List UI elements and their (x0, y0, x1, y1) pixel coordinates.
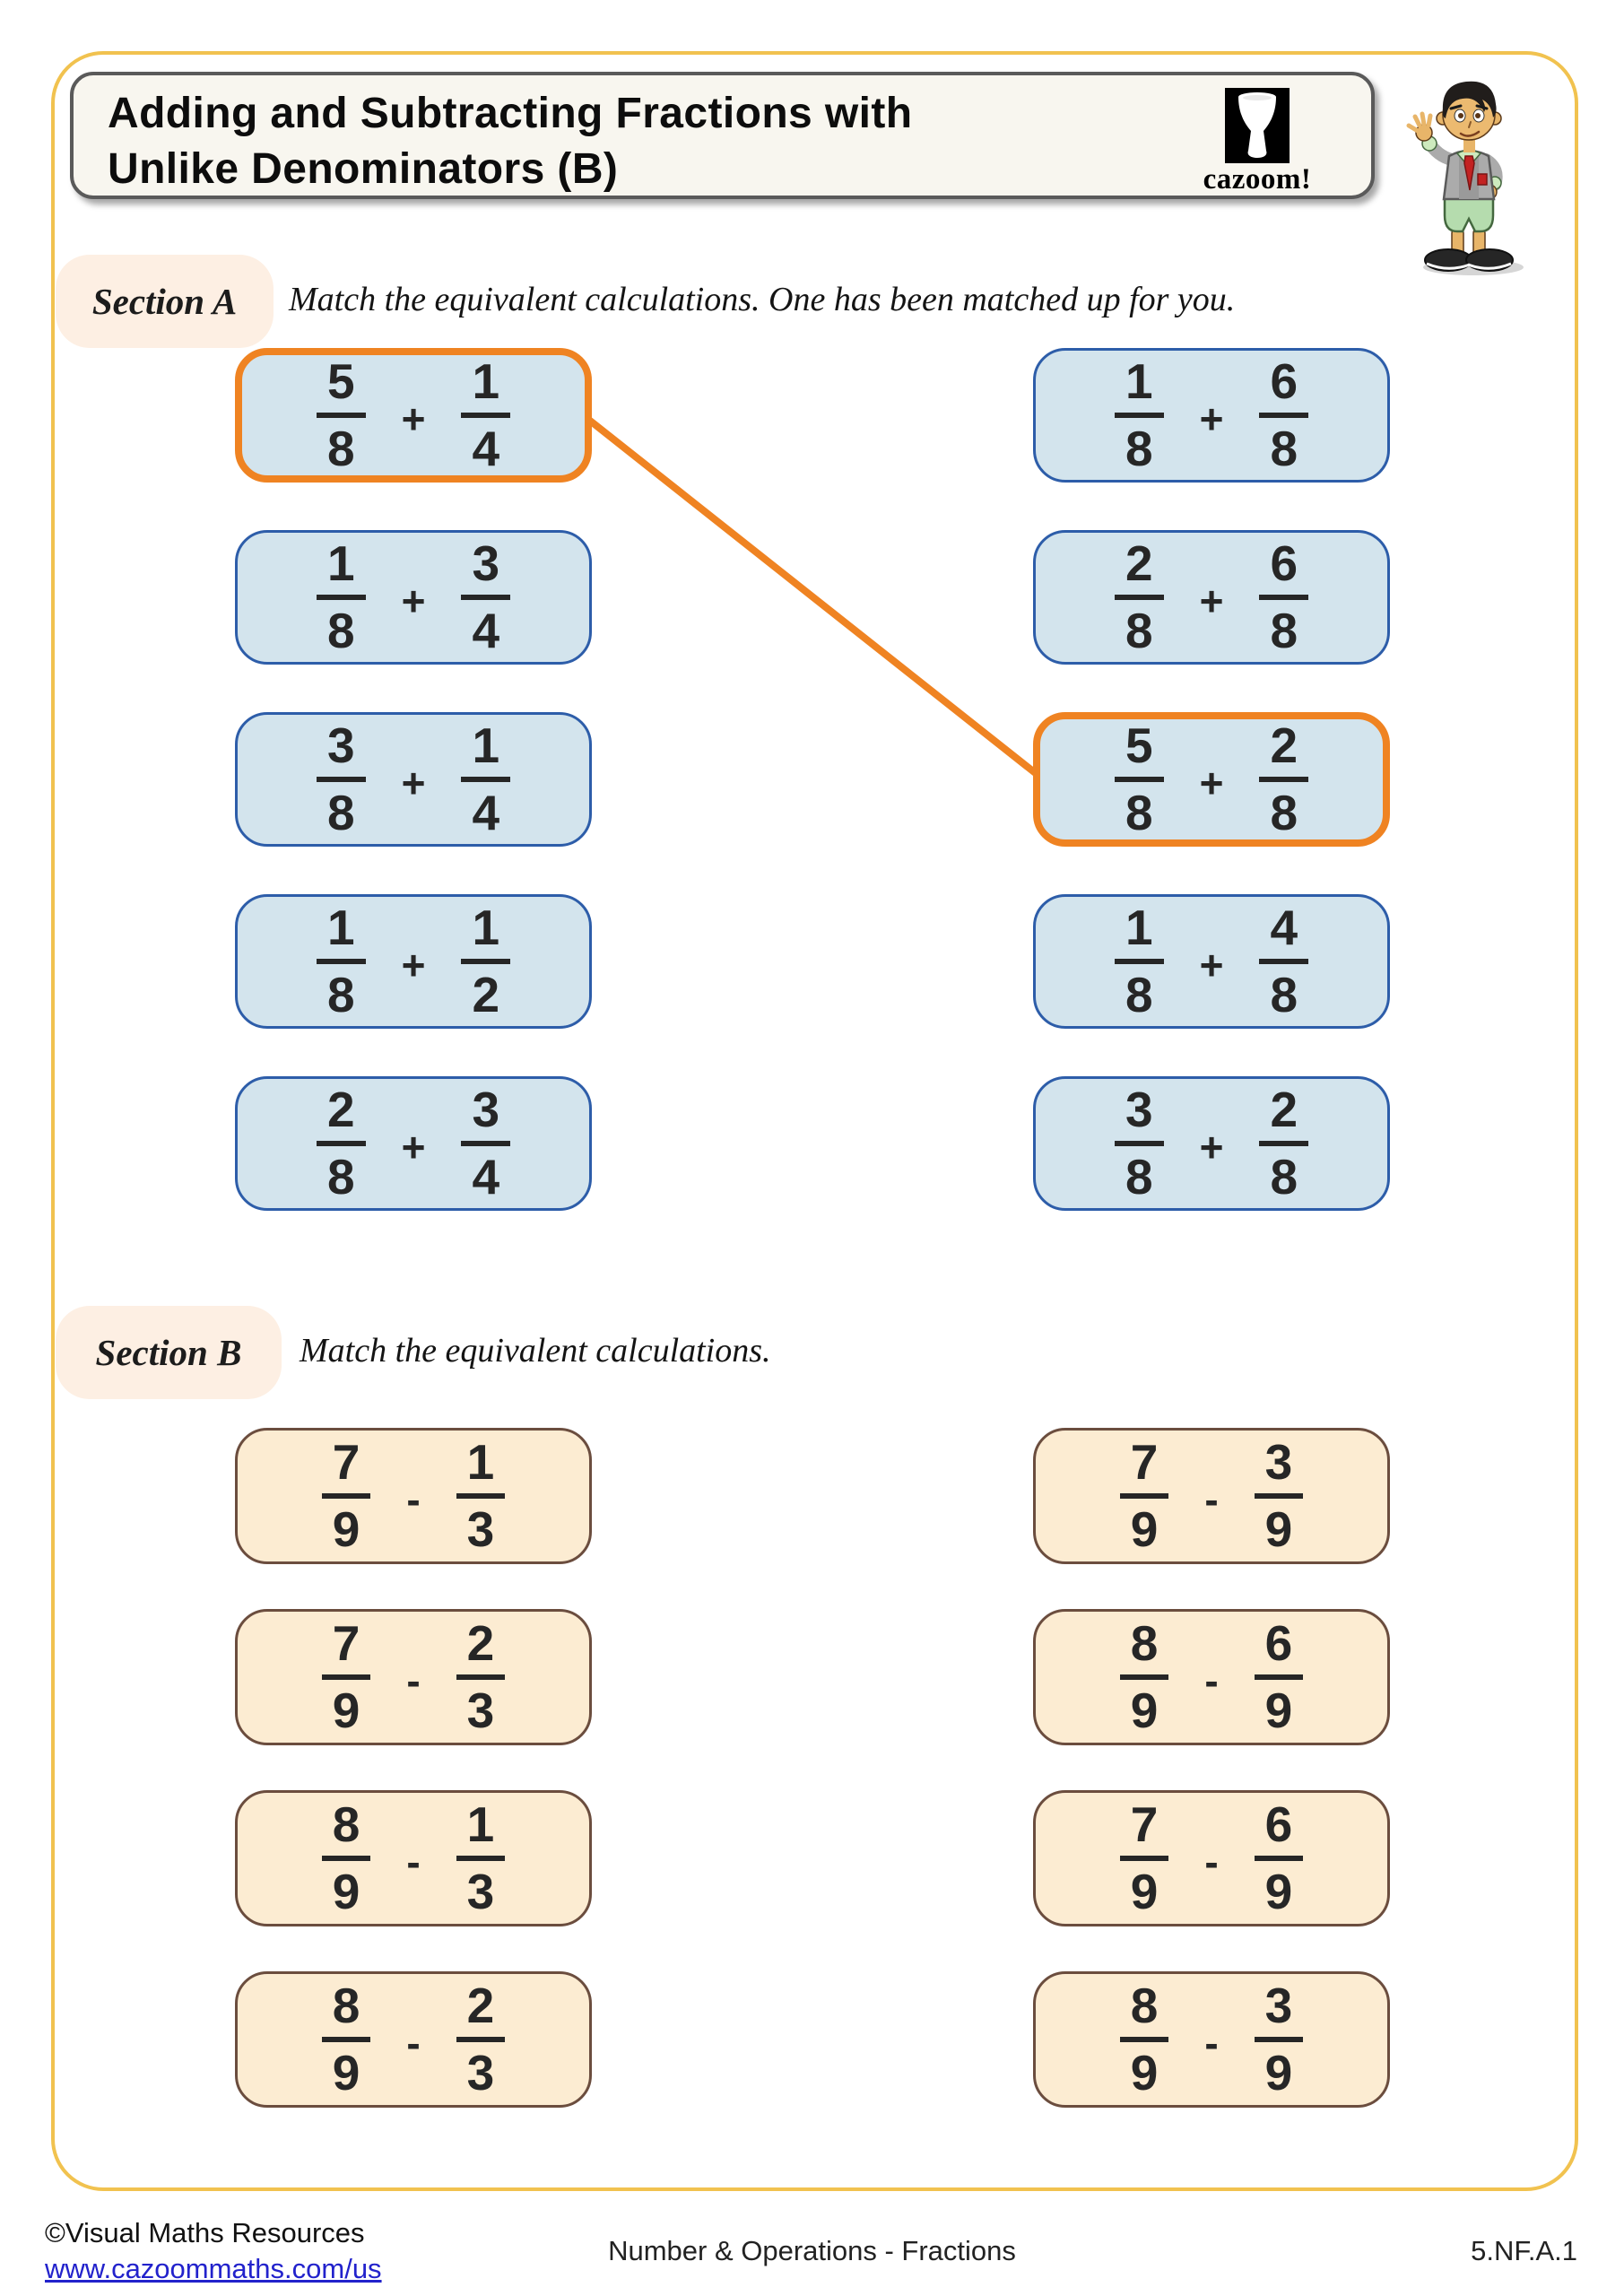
operator: - (406, 1657, 421, 1704)
fraction-card-a-right-1[interactable] (1033, 348, 1390, 483)
denominator: 4 (461, 413, 510, 474)
numerator: 2 (466, 1978, 495, 2033)
denominator: 9 (322, 1674, 371, 1735)
fraction-second (1259, 353, 1308, 476)
section-b-instruction: Match the equivalent calculations. (300, 1332, 771, 1370)
fraction-first (1120, 1978, 1169, 2100)
section-a-label (56, 255, 274, 348)
numerator: 3 (472, 1082, 500, 1137)
fraction-first (322, 1796, 371, 1919)
fraction-first (1115, 718, 1164, 840)
footer-standard-code: 5.NF.A.1 (1471, 2235, 1577, 2266)
operator: - (406, 2020, 421, 2066)
fraction-second (461, 1082, 510, 1205)
numerator: 7 (1130, 1434, 1159, 1490)
denominator: 8 (1259, 777, 1308, 838)
fraction-first (317, 535, 366, 658)
fraction-second (456, 1796, 506, 1919)
numerator: 1 (472, 353, 500, 409)
denominator: 9 (322, 2037, 371, 2098)
operator: - (406, 1839, 421, 1885)
section-b-right-column (1033, 1428, 1390, 2108)
page-title-line2: Unlike Denominators (B) (108, 145, 619, 194)
operator: + (401, 1124, 426, 1170)
footer-topic: Number & Operations - Fractions (608, 2235, 1016, 2266)
numerator: 1 (1125, 900, 1153, 955)
denominator: 8 (317, 1141, 366, 1202)
numerator: 7 (332, 1615, 360, 1671)
numerator: 1 (466, 1796, 495, 1852)
fraction-first (317, 718, 366, 840)
fraction-first (317, 353, 366, 476)
operator: - (1204, 1657, 1219, 1704)
numerator: 3 (326, 718, 355, 773)
fraction-card-a-left-2[interactable] (235, 530, 592, 665)
operator: + (1199, 578, 1224, 624)
fraction-first (317, 1082, 366, 1205)
numerator: 3 (1264, 1978, 1293, 2033)
denominator: 8 (1259, 959, 1308, 1020)
fraction-card-a-left-5[interactable] (235, 1076, 592, 1211)
denominator: 3 (456, 1493, 506, 1554)
numerator: 6 (1270, 353, 1298, 409)
fraction-second (1255, 1796, 1304, 1919)
fraction-second (456, 1978, 506, 2100)
cazoom-logo (1181, 88, 1333, 196)
fraction-first (322, 1434, 371, 1557)
numerator: 2 (326, 1082, 355, 1137)
page-title (74, 75, 1371, 198)
numerator: 2 (1125, 535, 1153, 591)
section-a-label-text: Section A (91, 281, 238, 322)
fraction-second (1255, 1615, 1304, 1738)
numerator: 3 (472, 535, 500, 591)
denominator: 9 (1255, 1856, 1304, 1917)
operator: - (1204, 1476, 1219, 1523)
denominator: 9 (1255, 2037, 1304, 2098)
fraction-first (1115, 900, 1164, 1022)
numerator: 6 (1264, 1615, 1293, 1671)
fraction-card-b-right-3[interactable] (1033, 1790, 1390, 1926)
numerator: 6 (1264, 1796, 1293, 1852)
fraction-first (322, 1615, 371, 1738)
numerator: 1 (326, 900, 355, 955)
denominator: 8 (1259, 595, 1308, 656)
denominator: 8 (1115, 1141, 1164, 1202)
numerator: 3 (1264, 1434, 1293, 1490)
fraction-second (456, 1434, 506, 1557)
fraction-first (1115, 535, 1164, 658)
operator: + (1199, 396, 1224, 442)
fraction-second (1255, 1978, 1304, 2100)
fraction-card-a-right-5[interactable] (1033, 1076, 1390, 1211)
operator: - (1204, 1839, 1219, 1885)
operator: + (401, 942, 426, 988)
fraction-card-a-left-1-matched[interactable] (235, 348, 592, 483)
denominator: 8 (317, 595, 366, 656)
fraction-second (1255, 1434, 1304, 1557)
denominator: 8 (317, 413, 366, 474)
numerator: 1 (326, 535, 355, 591)
fraction-first (1115, 1082, 1164, 1205)
numerator: 1 (1125, 353, 1153, 409)
section-a-left-column (235, 348, 592, 1211)
denominator: 8 (1115, 413, 1164, 474)
fraction-second (1259, 900, 1308, 1022)
fraction-second (461, 900, 510, 1022)
fraction-card-a-left-4[interactable] (235, 894, 592, 1029)
fraction-first (317, 900, 366, 1022)
fraction-card-b-left-2[interactable] (235, 1609, 592, 1745)
denominator: 4 (461, 1141, 510, 1202)
fraction-card-b-left-1[interactable] (235, 1428, 592, 1564)
denominator: 8 (1115, 959, 1164, 1020)
section-b-label (56, 1306, 282, 1399)
operator: + (1199, 942, 1224, 988)
numerator: 1 (466, 1434, 495, 1490)
footer-copyright: ©Visual Maths Resources (45, 2217, 365, 2248)
fraction-second (1259, 1082, 1308, 1205)
denominator: 3 (456, 1856, 506, 1917)
footer-link[interactable]: www.cazoommaths.com/us (45, 2252, 382, 2284)
fraction-second (1259, 718, 1308, 840)
fraction-first (322, 1978, 371, 2100)
operator: + (1199, 760, 1224, 806)
page-title-line1: Adding and Subtracting Fractions with (108, 90, 913, 137)
denominator: 4 (461, 595, 510, 656)
denominator: 8 (1259, 413, 1308, 474)
section-b-left-column (235, 1428, 592, 2108)
numerator: 5 (326, 353, 355, 409)
section-a-right-column (1033, 348, 1390, 1211)
operator: - (406, 1476, 421, 1523)
fraction-first (1115, 353, 1164, 476)
denominator: 9 (1120, 2037, 1169, 2098)
operator: + (1199, 1124, 1224, 1170)
numerator: 6 (1270, 535, 1298, 591)
fraction-first (1120, 1434, 1169, 1557)
mascot-boy-illustration (1402, 66, 1536, 282)
denominator: 8 (317, 777, 366, 838)
numerator: 2 (466, 1615, 495, 1671)
denominator: 9 (1255, 1674, 1304, 1735)
denominator: 8 (317, 959, 366, 1020)
numerator: 2 (1270, 1082, 1298, 1137)
fraction-card-b-left-3[interactable] (235, 1790, 592, 1926)
numerator: 3 (1125, 1082, 1153, 1137)
fraction-second (1259, 535, 1308, 658)
numerator: 7 (332, 1434, 360, 1490)
operator: + (401, 760, 426, 806)
fraction-card-b-right-1[interactable] (1033, 1428, 1390, 1564)
denominator: 2 (461, 959, 510, 1020)
operator: + (401, 578, 426, 624)
numerator: 8 (1130, 1978, 1159, 2033)
fraction-first (1120, 1615, 1169, 1738)
fraction-card-b-right-2[interactable] (1033, 1609, 1390, 1745)
section-a-instruction: Match the equivalent calculations. One has been matched up for you. (289, 281, 1236, 318)
denominator: 3 (456, 1674, 506, 1735)
numerator: 5 (1125, 718, 1153, 773)
denominator: 8 (1115, 595, 1164, 656)
fraction-first (1120, 1796, 1169, 1919)
numerator: 8 (332, 1978, 360, 2033)
denominator: 9 (1255, 1493, 1304, 1554)
section-b-label-text: Section B (95, 1332, 242, 1373)
denominator: 9 (322, 1856, 371, 1917)
fraction-card-a-right-3-matched[interactable] (1033, 712, 1390, 847)
denominator: 4 (461, 777, 510, 838)
fraction-card-b-right-4[interactable] (1033, 1971, 1390, 2108)
cazoom-drum-icon (1225, 88, 1290, 163)
fraction-second (461, 353, 510, 476)
numerator: 4 (1270, 900, 1298, 955)
cazoom-logo-text: cazoom! (1203, 163, 1312, 196)
operator: - (1204, 2020, 1219, 2066)
fraction-card-a-right-4[interactable] (1033, 894, 1390, 1029)
denominator: 3 (456, 2037, 506, 2098)
denominator: 8 (1115, 777, 1164, 838)
fraction-second (461, 718, 510, 840)
denominator: 8 (1259, 1141, 1308, 1202)
fraction-second (456, 1615, 506, 1738)
denominator: 9 (1120, 1493, 1169, 1554)
numerator: 1 (472, 900, 500, 955)
numerator: 1 (472, 718, 500, 773)
numerator: 8 (332, 1796, 360, 1852)
numerator: 8 (1130, 1615, 1159, 1671)
fraction-card-b-left-4[interactable] (235, 1971, 592, 2108)
denominator: 9 (322, 1493, 371, 1554)
fraction-card-a-left-3[interactable] (235, 712, 592, 847)
title-box (70, 72, 1375, 199)
fraction-card-a-right-2[interactable] (1033, 530, 1390, 665)
operator: + (401, 396, 426, 442)
numerator: 2 (1270, 718, 1298, 773)
denominator: 9 (1120, 1674, 1169, 1735)
fraction-second (461, 535, 510, 658)
numerator: 7 (1130, 1796, 1159, 1852)
denominator: 9 (1120, 1856, 1169, 1917)
